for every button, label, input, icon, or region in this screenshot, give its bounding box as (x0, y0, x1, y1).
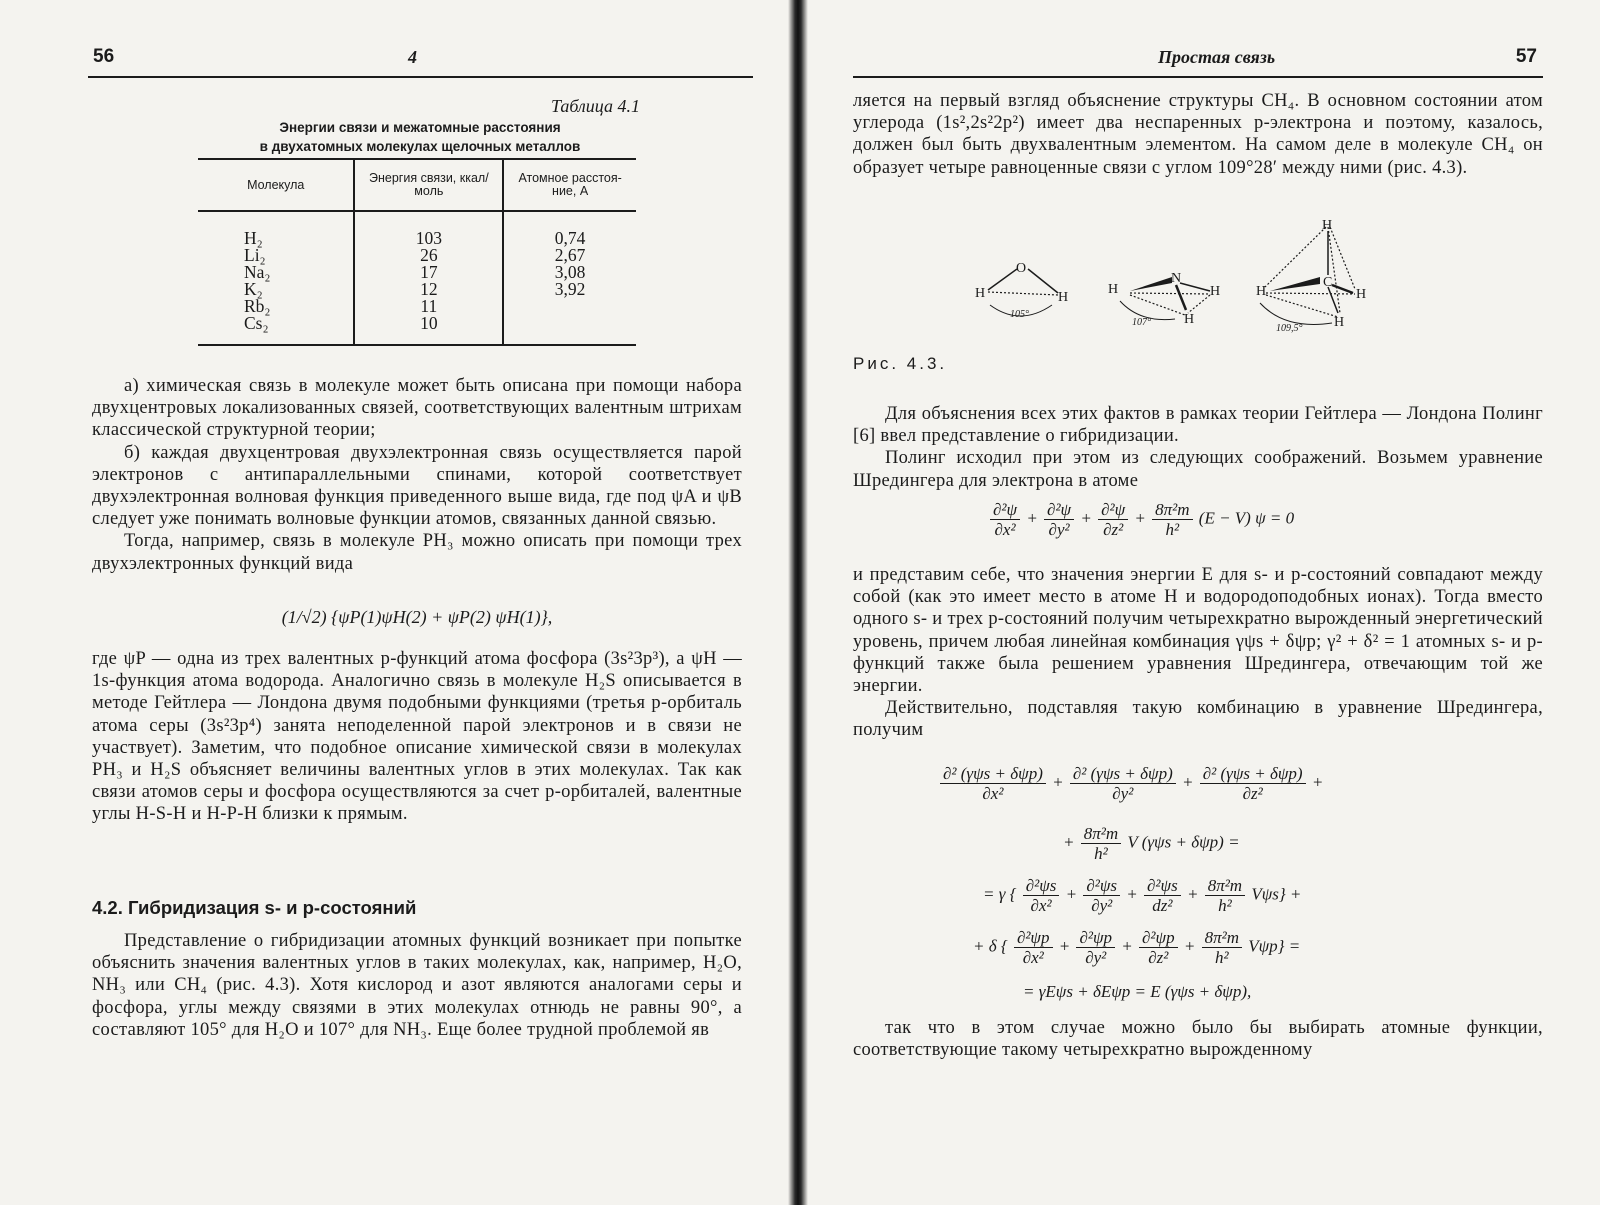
dotted-line (988, 292, 1058, 295)
numerator: ∂²ψ (1044, 500, 1074, 520)
numerator: ∂²ψs (1083, 876, 1120, 896)
distance-cell (503, 298, 636, 315)
left-body-text-2 (92, 648, 742, 826)
paragraph-pauling-2: Полинг исходил при этом из следующих соображений. Возьмем уравнение Шредингера для электрона в атоме (853, 448, 1543, 491)
bond-line (1332, 285, 1353, 293)
fraction (990, 500, 1020, 539)
dotted-line (1328, 227, 1340, 313)
molecule-cell: K₂ (244, 279, 263, 299)
paragraph-hybrid: Представление о гибридизации атомных функций возникает при попытке объяснить значения валентных углов в таких молекулах, как, например, H₂O, NH₃ или CH₄ (рис. 4.3). Хотя кислород и азот являются аналогами серы и фосфора, углы между связями в этих молекулах отнюдь не равны 90°, а составляют 105° для H₂O и 107° для NH₃. Еще более трудной проблемой яв (92, 931, 742, 1040)
atom-label: H (1356, 287, 1367, 302)
derivation-line-4: + δ { $\frac{\text{∂²ψp}}{\text{∂x²}}$ + $\frac{\text{∂²ψp}}{\text{∂y²}}$ + $\frac{\text{∂²ψp}}{\text{∂z²}}$ + $\frac{\text{8π²m}}{\text{h²}}$ Vψp} = (973, 928, 1301, 967)
denominator: ∂z² (1148, 948, 1169, 967)
paragraph-b: б) каждая двухцентровая двухэлектронная связь осуществляется парой электронов с антипараллельными спинами, которой соответствует двухэлектронная волновая функция приведенного выше вида, где под ψA и ψB следует уже понимать волновые функции атомов, связанных данной связью. (92, 442, 742, 530)
derivation-line-3: = γ { $\frac{\text{∂²ψs}}{\text{∂x²}}$ + $\frac{\text{∂²ψs}}{\text{∂y²}}$ + $\frac{\text{∂²ψs}}{\text{dz²}}$ + $\frac{\text{8π²m}}{\text{h²}}$ Vψs} + (983, 876, 1302, 915)
numerator: 8π²m (1202, 928, 1242, 948)
distance-cell: 0,74 (554, 228, 586, 248)
section-heading: 4.2. Гибридизация s- и p-состояний (92, 897, 417, 918)
atom-label: H (1210, 284, 1221, 299)
fraction (1152, 500, 1192, 539)
fraction (1014, 928, 1053, 967)
energy-cell: 26 (354, 247, 503, 264)
chapter-number: 4 (408, 47, 417, 67)
molecule-cell: H₂ (244, 228, 263, 248)
denominator: ∂y² (1085, 948, 1107, 967)
paragraph-a: а) химическая связь в молекуле может быть описана при помощи набора двухцентровых локализованных связей, соответствующих валентным штрихам классической структурной теории; (92, 376, 742, 441)
table-title-line-2: в двухатомных молекулах щелочных металлов (259, 139, 581, 154)
right-body-text-4 (853, 1017, 1543, 1061)
dotted-line (1130, 295, 1185, 315)
derivation-line-1: $\frac{\text{∂² (γψs + δψp)}}{\text{∂x²}}$ + $\frac{\text{∂² (γψs + δψp)}}{\text{∂y²}}$ + $\frac{\text{∂² (γψs + δψp)}}{\text{∂z²}}$ + (938, 764, 1323, 803)
dotted-line (1188, 295, 1210, 313)
water-molecule (975, 261, 1068, 320)
table-row (198, 315, 636, 345)
molecule-figure (960, 205, 1390, 355)
left-running-head (88, 44, 753, 78)
numerator: ∂²ψ (990, 500, 1020, 520)
energy-cell: 17 (354, 264, 503, 281)
energy-cell: 12 (354, 281, 503, 298)
numerator: ∂²ψ (1098, 500, 1128, 520)
fraction (1076, 928, 1115, 967)
atom-label: H (1334, 315, 1345, 330)
angle-label: 107° (1132, 317, 1151, 328)
numerator: ∂² (γψs + δψp) (1070, 764, 1176, 784)
denominator: ∂x² (982, 784, 1004, 803)
denominator: ∂y² (1048, 520, 1070, 539)
numerator: ∂²ψp (1139, 928, 1178, 948)
paragraph-substitute: Действительно, подставляя такую комбинацию в уравнение Шредингера, получим (853, 698, 1543, 741)
numerator: ∂²ψp (1014, 928, 1053, 948)
denominator: h² (1094, 844, 1108, 863)
dotted-line (1266, 295, 1338, 317)
table-title-line-1: Энергии связи и межатомные расстояния (279, 120, 561, 135)
right-body-text-3 (853, 564, 1543, 742)
running-title: Простая связь (1158, 47, 1276, 67)
atom-label: H (1108, 282, 1119, 297)
fraction (1205, 876, 1245, 915)
column-header-distance: Атомное расстоя-ние, А (503, 159, 636, 211)
energy-cell: 11 (354, 298, 503, 315)
right-body-text-1 (853, 90, 1543, 179)
numerator: 8π²m (1205, 876, 1245, 896)
denominator: ∂x² (1022, 948, 1044, 967)
distance-cell: 3,92 (554, 279, 586, 299)
line-tail: V (γψs + δψp) = (1127, 832, 1240, 852)
angle-label: 105° (1010, 309, 1029, 320)
right-page (808, 0, 1600, 1205)
fraction (1139, 928, 1178, 967)
left-body-text-3 (92, 930, 742, 1041)
molecule-cell: Cs₂ (198, 315, 354, 345)
ammonia-molecule (1108, 271, 1220, 328)
numerator: ∂²ψp (1076, 928, 1115, 948)
angle-label: 109,5° (1276, 323, 1303, 334)
distance-cell: 2,67 (554, 245, 586, 265)
line-tail: Vψs} + (1251, 884, 1302, 904)
distance-cell (503, 315, 636, 345)
right-body-text-2 (853, 403, 1543, 492)
paragraph-final: так что в этом случае можно было бы выбирать атомные функции, соответствующие такому четырехкратно вырожденному (853, 1018, 1543, 1061)
page-number: 57 (1515, 46, 1537, 67)
schrodinger-equation: $\frac{\text{∂²ψ}}{\text{∂x²}}$ + $\frac{\text{∂²ψ}}{\text{∂y²}}$ + $\frac{\text{∂²ψ}}{\text{∂z²}}$ + $\frac{\text{8π²m}}{\text{h²}}$ (E − V) ψ = 0 (988, 500, 1294, 539)
table-caption (200, 96, 640, 155)
line-prefix: + δ { (973, 936, 1008, 956)
angle-arc (1260, 303, 1332, 324)
denominator: dz² (1152, 896, 1173, 915)
fraction (1070, 764, 1176, 803)
bond-energy-table (198, 158, 636, 346)
fraction (940, 764, 1046, 803)
atom-label: H (1256, 284, 1267, 299)
atom-label: N (1171, 271, 1182, 286)
molecule-cell: Rb₂ (244, 296, 271, 316)
line-tail: Vψp} = (1248, 936, 1301, 956)
energy-cell: 103 (354, 211, 503, 247)
table-row (198, 211, 636, 247)
denominator: ∂z² (1103, 520, 1124, 539)
dotted-line (1266, 293, 1355, 294)
column-header-energy: Энергия связи, ккал/моль (354, 159, 503, 211)
paragraph-ph3: Тогда, например, связь в молекуле PH₃ можно описать при помощи трех двухэлектронных функций вида (92, 531, 742, 574)
bond-line (1176, 285, 1186, 310)
molecule-cell: Li₂ (244, 245, 266, 265)
numerator: ∂² (γψs + δψp) (940, 764, 1046, 784)
fraction (1200, 764, 1306, 803)
paragraph-psi: где ψP — одна из трех валентных p-функций атома фосфора (3s²3p³), а ψH — 1s-функция атома водорода. Аналогично связь в молекуле H₂S описывается в методе Гейтлера — Лондона двумя подобными функциями (третья p-орбиталь атома серы (3s²3p⁴) занята неподеленной парой электронов и в связи не участвует). Заметим, что подобное описание химической связи в молекулах PH₃ и H₂S объясняет величины валентных углов в этих молекулах. Так как связи атомов серы и фосфора осуществляются за счет p-орбиталей, валентные углы H-S-H и H-P-H близки к прямым. (92, 649, 742, 825)
paragraph-top: ляется на первый взгляд объяснение структуры CH₄. В основном состоянии атом углерода (1s²,2s²2p²) имеет два неспаренных p-электрона и поэтому, казалось, должен был быть двухвалентным элементом. На самом деле в молекуле CH₄ он образует четыре равноценные связи с углом 109°28′ между ними (рис. 4.3). (853, 91, 1543, 178)
fraction (1081, 824, 1121, 863)
bond-line (1028, 269, 1058, 293)
figure-caption: Рис. 4.3. (853, 354, 948, 373)
numerator: ∂²ψs (1144, 876, 1181, 896)
methane-molecule (1256, 218, 1366, 334)
denominator: ∂y² (1112, 784, 1134, 803)
derivation-line-2: + $\frac{\text{8π²m}}{\text{h²}}$ V (γψs + δψp) = (1063, 824, 1240, 863)
wedge-bond (1270, 277, 1320, 291)
energy-cell: 10 (354, 315, 503, 345)
denominator: ∂y² (1091, 896, 1113, 915)
fraction (1044, 500, 1074, 539)
numerator: ∂² (γψs + δψp) (1200, 764, 1306, 784)
denominator: h² (1214, 948, 1229, 967)
atom-label: H (975, 286, 986, 301)
line-prefix: = γ { (983, 884, 1017, 904)
left-body-text-1 (92, 375, 742, 575)
table-header-row (198, 159, 636, 211)
bond-line (1180, 283, 1210, 291)
atom-label: H (1058, 290, 1069, 305)
wedge-bond (1130, 277, 1172, 291)
denominator: ∂x² (1030, 896, 1052, 915)
dotted-line (1330, 227, 1355, 289)
formula-ph3: (1/√2) {ψP(1)ψH(2) + ψP(2) ψH(1)}, (281, 607, 553, 627)
derivation-line-5: = γEψs + δEψp = E (γψs + δψp), (1023, 982, 1252, 1001)
fraction (1083, 876, 1120, 915)
numerator: 8π²m (1081, 824, 1121, 844)
column-header-molecule: Молекула (198, 159, 354, 211)
page-number: 56 (93, 46, 115, 67)
denominator: ∂x² (994, 520, 1016, 539)
denominator: ∂z² (1242, 784, 1263, 803)
numerator: 8π²m (1152, 500, 1192, 520)
molecule-cell: Na₂ (244, 262, 271, 282)
paragraph-energy: и представим себе, что значения энергии E для s- и p-состояний совпадают между собой (как это имеет место в атоме H и водородоподобных ионах). Тогда вместо одного s- и трех p-состояний получим четырехкратно вырожденный энергетический уровень, причем любая линейная комбинация γψs + δψp; γ² + δ² = 1 атомных s- и p-функций также была решением уравнения Шредингера, отвечающим той же энергии. (853, 565, 1543, 697)
fraction (1202, 928, 1242, 967)
right-running-head (853, 44, 1543, 78)
book-spine (788, 0, 808, 1205)
fraction (1098, 500, 1128, 539)
atom-label: H (1184, 312, 1195, 327)
bond-line (988, 269, 1017, 290)
numerator: ∂²ψs (1023, 876, 1060, 896)
paragraph-pauling-1: Для объяснения всех этих фактов в рамках теории Гейтлера — Лондона Полинг [6] ввел представление о гибридизации. (853, 404, 1543, 447)
table-label: Таблица 4.1 (550, 96, 640, 116)
fraction (1144, 876, 1181, 915)
atom-label: C (1323, 275, 1333, 290)
left-page (0, 0, 790, 1205)
equation-tail: (E − V) ψ = 0 (1198, 508, 1295, 528)
denominator: h² (1218, 896, 1232, 915)
dotted-line (1130, 293, 1210, 294)
atom-label: H (1322, 218, 1333, 233)
atom-label: O (1016, 261, 1027, 276)
distance-cell: 3,08 (554, 262, 586, 282)
denominator: h² (1165, 520, 1180, 539)
fraction (1023, 876, 1060, 915)
